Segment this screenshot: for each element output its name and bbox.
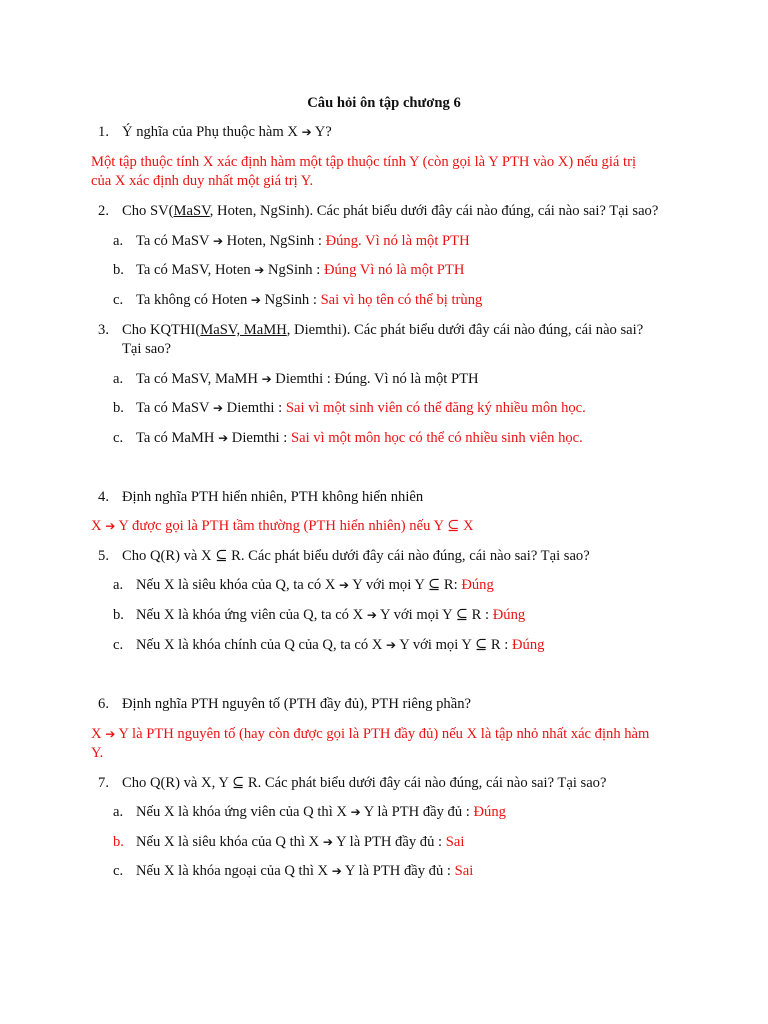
answer-text: Sai vì một sinh viên có thể đăng ký nhiều môn học. <box>285 400 586 416</box>
arrow-icon: ➔ <box>301 125 312 139</box>
option-label: a. <box>113 804 124 820</box>
answer-text: Sai vì họ tên có thể bị trùng <box>320 292 483 308</box>
answer-text: Đúng <box>512 637 545 653</box>
option-label: c. <box>113 637 124 653</box>
question-text-line-2: Tại sao? <box>122 341 172 357</box>
primary-key: MaSV <box>173 203 210 219</box>
question-number: 4. <box>98 489 109 505</box>
option-text: Ta không có Hoten ➔ NgSinh : Sai vì họ tên có thể bị trùng <box>136 292 483 308</box>
option-text: Nếu X là khóa ứng viên của Q thì X ➔ Y là PTH đầy đủ : Đúng <box>136 804 506 820</box>
answer-4: X ➔ Y được gọi là PTH tầm thường (PTH hiển nhiên) nếu Y ⊆ X <box>91 518 474 534</box>
option-label: c. <box>113 430 124 446</box>
option-label: b. <box>113 607 124 623</box>
option-text: Ta có MaMH ➔ Diemthi : Sai vì một môn học có thể có nhiều sinh viên học. <box>136 430 583 446</box>
question-text: Cho KQTHI(MaSV, MaMH, Diemthi). Các phát biểu dưới đây cái nào đúng, cái nào sai? <box>122 322 644 338</box>
question-text: Định nghĩa PTH hiển nhiên, PTH không hiển nhiên <box>122 489 424 505</box>
question-text: Định nghĩa PTH nguyên tố (PTH đầy đủ), PTH riêng phần? <box>122 696 471 712</box>
answer-text: Đúng <box>473 804 506 820</box>
answer-text: Sai vì một môn học có thể có nhiều sinh viên học. <box>290 430 583 446</box>
question-number: 6. <box>98 696 109 712</box>
option-text: Nếu X là khóa ứng viên của Q, ta có X ➔ Y với mọi Y ⊆ R : Đúng <box>136 607 526 623</box>
arrow-icon: ➔ <box>339 578 350 592</box>
arrow-icon: ➔ <box>250 293 261 307</box>
option-text: Ta có MaSV, Hoten ➔ NgSinh : Đúng Vì nó là một PTH <box>136 262 465 278</box>
page-title: Câu hỏi ôn tập chương 6 <box>307 95 461 111</box>
option-text: Ta có MaSV ➔ Diemthi : Sai vì một sinh viên có thể đăng ký nhiều môn học. <box>136 400 586 416</box>
arrow-icon: ➔ <box>366 608 377 622</box>
arrow-icon: ➔ <box>218 431 229 445</box>
answer-6-line-2: Y. <box>91 745 104 761</box>
option-text: Nếu X là siêu khóa của Q, ta có X ➔ Y với mọi Y ⊆ R: Đúng <box>136 577 494 593</box>
question-text: Ý nghĩa của Phụ thuộc hàm X ➔ Y? <box>122 124 332 140</box>
arrow-icon: ➔ <box>386 638 397 652</box>
answer-text: Sai <box>445 834 465 850</box>
option-label: c. <box>113 863 124 879</box>
arrow-icon: ➔ <box>331 864 342 878</box>
option-label: c. <box>113 292 124 308</box>
arrow-icon: ➔ <box>212 234 223 248</box>
answer-1-line-1: Một tập thuộc tính X xác định hàm một tập thuộc tính Y (còn gọi là Y PTH vào X) nếu giá trị <box>91 154 636 170</box>
answer-text: Sai <box>454 863 474 879</box>
arrow-icon: ➔ <box>105 727 116 741</box>
option-label: a. <box>113 577 124 593</box>
option-label: b. <box>113 834 124 850</box>
arrow-icon: ➔ <box>322 835 333 849</box>
question-text: Cho SV(MaSV, Hoten, NgSinh). Các phát biểu dưới đây cái nào đúng, cái nào sai? Tại sao? <box>122 203 659 219</box>
question-number: 2. <box>98 203 109 219</box>
arrow-icon: ➔ <box>254 263 265 277</box>
arrow-icon: ➔ <box>105 519 116 533</box>
option-label: a. <box>113 233 124 249</box>
arrow-icon: ➔ <box>212 401 223 415</box>
option-text: Ta có MaSV ➔ Hoten, NgSinh : Đúng. Vì nó là một PTH <box>136 233 470 249</box>
question-number: 3. <box>98 322 109 338</box>
option-label: b. <box>113 262 124 278</box>
question-text: Cho Q(R) và X ⊆ R. Các phát biểu dưới đây cái nào đúng, cái nào sai? Tại sao? <box>122 548 590 564</box>
option-label: b. <box>113 400 124 416</box>
answer-1-line-2: của X xác định duy nhất một giá trị Y. <box>91 173 314 189</box>
answer-6-line-1: X ➔ Y là PTH nguyên tố (hay còn được gọi là PTH đầy đủ) nếu X là tập nhỏ nhất xác định hàm <box>91 726 650 742</box>
answer-text: Đúng. Vì nó là một PTH <box>325 233 470 249</box>
option-text: Nếu X là khóa chính của Q của Q, ta có X ➔ Y với mọi Y ⊆ R : Đúng <box>136 637 545 653</box>
question-text: Cho Q(R) và X, Y ⊆ R. Các phát biểu dưới đây cái nào đúng, cái nào sai? Tại sao? <box>122 775 607 791</box>
answer-text: Đúng Vì nó là một PTH <box>323 262 465 278</box>
answer-text: Đúng <box>461 577 494 593</box>
question-number: 1. <box>98 124 109 140</box>
option-text: Ta có MaSV, MaMH ➔ Diemthi : Đúng. Vì nó là một PTH <box>136 371 479 387</box>
question-number: 7. <box>98 775 109 791</box>
answer-text: Đúng <box>492 607 526 623</box>
arrow-icon: ➔ <box>261 372 272 386</box>
primary-key: MaSV, MaMH <box>200 322 287 338</box>
arrow-icon: ➔ <box>350 805 361 819</box>
option-text: Nếu X là siêu khóa của Q thì X ➔ Y là PTH đầy đủ : Sai <box>136 834 465 850</box>
option-text: Nếu X là khóa ngoại của Q thì X ➔ Y là PTH đầy đủ : Sai <box>136 863 474 879</box>
question-number: 5. <box>98 548 109 564</box>
option-label: a. <box>113 371 124 387</box>
